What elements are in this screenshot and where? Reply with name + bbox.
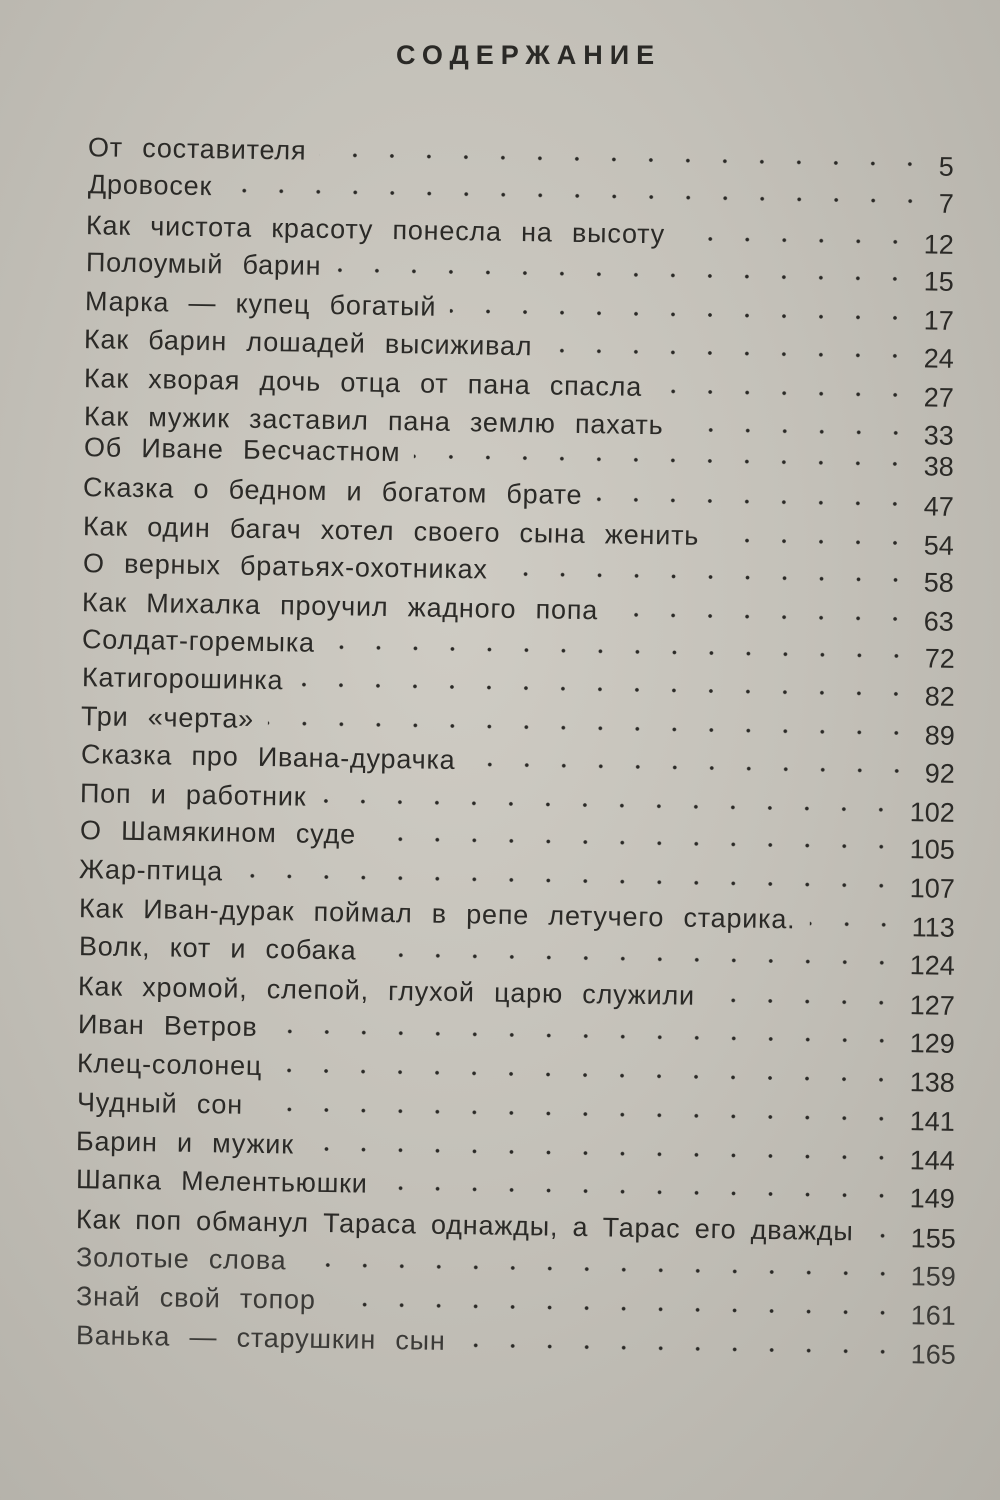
toc-entry-page: 165 xyxy=(910,1339,957,1370)
toc-entry-title: Как поп обманул Тараса однажды, а Тарас его дважды xyxy=(75,1204,854,1247)
dot-leader xyxy=(257,1106,900,1122)
toc-entry-title: Как хворая дочь отца от пана спасла xyxy=(83,363,643,402)
toc-entry-page: 58 xyxy=(923,567,955,598)
toc-entry-title: Как хромой, слепой, глухой царю служили xyxy=(77,971,696,1011)
dot-leader xyxy=(809,921,901,928)
toc-entry-page: 24 xyxy=(923,343,955,374)
toc-entry-page: 138 xyxy=(909,1067,956,1098)
toc-entry-title: Знай свой топор xyxy=(75,1281,316,1315)
toc-entry-page: 149 xyxy=(909,1183,956,1214)
dot-leader xyxy=(300,1262,900,1277)
toc-entry-title: Барин и мужик xyxy=(75,1126,295,1160)
toc-entry-title: Золотые слова xyxy=(75,1242,287,1276)
toc-entry-page: 155 xyxy=(910,1223,957,1254)
toc-entry-title: Об Иване Бесчастном xyxy=(83,432,401,468)
dot-leader xyxy=(596,496,914,507)
dot-leader xyxy=(414,453,914,467)
dot-leader xyxy=(370,952,899,966)
toc-entry-page: 54 xyxy=(923,530,955,561)
toc-entry-page: 33 xyxy=(923,420,955,451)
page-title: СОДЕРЖАНИЕ xyxy=(396,40,662,70)
toc-entry-title: Дровосек xyxy=(87,169,213,202)
dot-leader xyxy=(469,761,914,774)
toc-entry-page: 92 xyxy=(924,758,956,789)
dot-leader xyxy=(459,1342,900,1355)
toc-entry-page: 63 xyxy=(923,606,955,637)
dot-leader xyxy=(679,235,914,245)
toc-entry-title: Солдат-горемыка xyxy=(81,624,316,658)
toc-entry-page: 47 xyxy=(923,491,955,522)
toc-entry-page: 15 xyxy=(923,266,955,297)
toc-entry-title: Марка — купец богатый xyxy=(84,286,437,322)
toc-entry-page: 102 xyxy=(909,797,956,828)
dot-leader xyxy=(857,1232,900,1239)
toc-entry-page: 129 xyxy=(909,1028,956,1059)
toc-entry-page: 12 xyxy=(923,229,955,260)
toc-entry-title: Иван Ветров xyxy=(77,1009,258,1042)
toc-entry-page: 124 xyxy=(909,950,956,981)
toc-entry-title: Поп и работник xyxy=(79,778,307,812)
toc-entry-page: 107 xyxy=(909,873,956,904)
dot-leader xyxy=(276,1067,900,1083)
toc-entry-page: 27 xyxy=(923,382,955,413)
dot-leader xyxy=(297,682,915,698)
toc-entry-title: Как один багач хотел своего сына женить xyxy=(82,511,700,551)
dot-leader xyxy=(330,1301,901,1316)
toc-entry-title: Чудный сон xyxy=(76,1087,244,1120)
toc-entry-page: 72 xyxy=(924,643,956,674)
toc-entry-title: Как мужик заставил пана землю пахать xyxy=(83,401,664,441)
toc-entry-title: Сказка про Ивана-дурачка xyxy=(80,739,456,776)
toc-entry-page: 17 xyxy=(923,305,955,336)
dot-leader xyxy=(656,388,914,398)
toc-entry-page: 5 xyxy=(938,151,955,182)
toc-entry-page: 161 xyxy=(910,1300,957,1331)
toc-entry-title: Три «черта» xyxy=(80,701,255,734)
toc-entry-title: О Шамякином суде xyxy=(79,815,357,850)
dot-leader xyxy=(271,1028,899,1044)
dot-leader xyxy=(709,997,900,1006)
dot-leader xyxy=(382,1185,900,1199)
dot-leader xyxy=(546,347,914,359)
dot-leader xyxy=(713,537,914,546)
toc-entry-title: Как барин лошадей высиживал xyxy=(83,324,533,362)
dot-leader xyxy=(502,571,914,583)
toc-entry-page: 89 xyxy=(924,720,956,751)
toc-entry-page: 141 xyxy=(909,1106,956,1137)
toc-entry-title: Как чистота красоту понесла на высоту xyxy=(85,210,666,250)
toc-entry-page: 159 xyxy=(910,1261,957,1292)
toc-entry-title: Катигорошинка xyxy=(81,662,284,696)
toc-entry-title: Сказка о бедном и богатом брате xyxy=(82,472,583,511)
toc-entry-title: Как Иван-дурак поймал в репе летучего старика. xyxy=(78,893,796,935)
dot-leader xyxy=(450,308,914,321)
dot-leader xyxy=(329,644,915,659)
toc-entry-page: 113 xyxy=(911,912,956,943)
toc-entry-page: 127 xyxy=(909,990,956,1021)
dot-leader xyxy=(237,873,900,889)
toc-entry-title: О верных братьях-охотниках xyxy=(82,548,488,585)
toc-entry-page: 144 xyxy=(909,1145,956,1176)
toc-entry-title: Клец-солонец xyxy=(76,1048,263,1082)
toc-entry-title: Волк, кот и собака xyxy=(78,931,357,966)
toc-entry-title: Шапка Мелентьюшки xyxy=(75,1164,368,1199)
toc-entry-page: 82 xyxy=(924,681,956,712)
dot-leader xyxy=(226,187,929,204)
toc-entry-title: Жар-птица xyxy=(78,854,224,887)
dot-leader xyxy=(370,836,900,850)
toc-entry-page: 38 xyxy=(923,451,955,482)
toc-entry-title: Полоумый барин xyxy=(85,247,322,281)
dot-leader xyxy=(612,611,914,622)
dot-leader xyxy=(308,1146,900,1161)
dot-leader xyxy=(335,267,914,282)
toc-entry-title: Как Михалка проучил жадного попа xyxy=(81,587,599,626)
toc-entry-title: Ванька — старушкин сын xyxy=(75,1320,446,1356)
toc-entry-page: 105 xyxy=(909,834,956,865)
toc-entry-title: От составителя xyxy=(87,132,307,166)
toc-entry-page: 7 xyxy=(938,188,955,219)
